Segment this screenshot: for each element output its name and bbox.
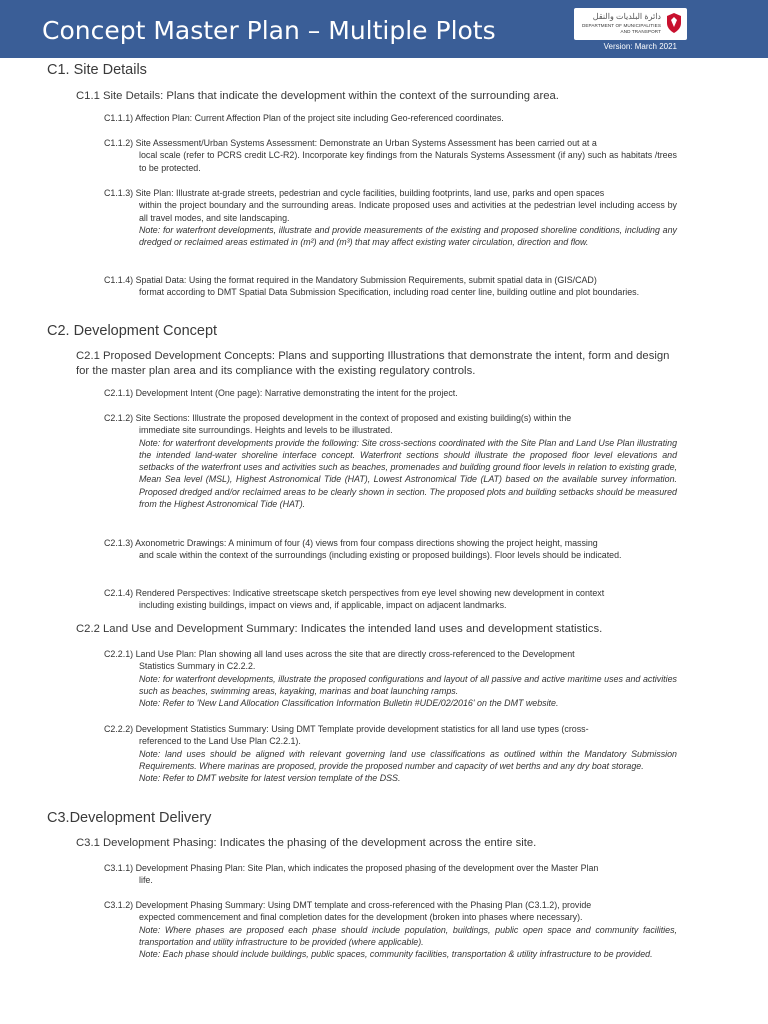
subsection-c1-1: C1.1 Site Details: Plans that indicate the development within the context of the surrounding area. bbox=[76, 90, 559, 102]
item-text-cont: expected commencement and final completion dates for the development (broken into phases where necessary). bbox=[139, 912, 583, 923]
item-c2-2-2 bbox=[104, 723, 677, 784]
header-bar bbox=[0, 0, 768, 58]
item-c1-1-4 bbox=[104, 274, 677, 299]
item-c1-1-2 bbox=[104, 137, 677, 174]
item-note-2: Note: Each phase should include buildings, public spaces, community facilities, transportation & utility infrastructure to be provided. bbox=[139, 949, 653, 960]
item-note: Note: for waterfront developments provide the following: Site cross-sections coordinated with the Site Plan and Land Use Plan illustrating the intended land-water shoreline interface concept. Waterfront sections should illustrate the proposed floor level elevations and setbacks of the waterfront uses and activities such as beaches, promenades and building ground floor levels in relation to existing grade, Mean Sea level (MSL), Highest Astronomical Tide (HAT), Lowest Astronomical Tide (LAT) based on the available survey information. Proposed dredged and/or reclaimed areas to be clearly shown in section. The proposed plots and building setbacks should be measured from the Highest Astronomical Tide (HAT). bbox=[139, 437, 677, 510]
subsection-c3-1: C3.1 Development Phasing: Indicates the phasing of the development across the entire site. bbox=[76, 837, 537, 849]
item-c2-2-1 bbox=[104, 648, 677, 709]
item-c1-1-1 bbox=[104, 112, 677, 124]
item-c2-1-4 bbox=[104, 587, 677, 612]
item-text-cont: immediate site surroundings. Heights and levels to be illustrated. bbox=[139, 425, 393, 436]
item-note-2: Note: Refer to 'New Land Allocation Classification Information Bulletin #UDE/02/2016' on the DMT website. bbox=[139, 698, 559, 709]
item-text: C2.1.1) Development Intent (One page): Narrative demonstrating the intent for the project. bbox=[104, 388, 458, 398]
item-text: C2.2.2) Development Statistics Summary: Using DMT Template provide development statistics for all land use types (cross- bbox=[104, 724, 589, 734]
item-text-cont: referenced to the Land Use Plan C2.2.1). bbox=[139, 736, 301, 747]
item-note-2: Note: Refer to DMT website for latest version template of the DSS. bbox=[139, 773, 401, 784]
item-text-cont: format according to DMT Spatial Data Submission Specification, including road center line, building outline and plot boundaries. bbox=[139, 287, 640, 298]
section-title-c1: C1. Site Details bbox=[47, 62, 147, 78]
item-text: C1.1.3) Site Plan: Illustrate at-grade streets, pedestrian and cycle facilities, building footprints, land use, parks and open spaces bbox=[104, 188, 605, 198]
item-c1-1-3 bbox=[104, 187, 677, 248]
item-text: C3.1.1) Development Phasing Plan: Site Plan, which indicates the proposed phasing of the development over the Master Plan bbox=[104, 863, 599, 873]
subsection-c2-2: C2.2 Land Use and Development Summary: Indicates the intended land uses and development statistics. bbox=[76, 623, 603, 635]
item-c3-1-1 bbox=[104, 862, 677, 887]
item-text-cont: and scale within the context of the surroundings (including existing or proposed buildings). Floor levels should be indicated. bbox=[139, 550, 622, 561]
subsection-c2-1: C2.1 Proposed Development Concepts: Plans and supporting Illustrations that demonstrate the intent, form and design for the master plan area and its compliance with the existing regulatory controls. bbox=[76, 350, 670, 377]
item-text: C3.1.2) Development Phasing Summary: Using DMT template and cross-referenced with the Phasing Plan (C3.1.2), provide bbox=[104, 900, 592, 910]
item-text: C2.2.1) Land Use Plan: Plan showing all land uses across the site that are directly cross-referenced to the Development bbox=[104, 649, 575, 659]
item-text-cont: within the project boundary and the surrounding areas. Indicate proposed uses and activities at the pedestrian level including access by all travel modes, and site landscaping. bbox=[139, 200, 677, 223]
item-text-cont: including existing buildings, impact on views and, if applicable, impact on adjacent landmarks. bbox=[139, 600, 507, 611]
item-c3-1-2 bbox=[104, 899, 677, 960]
item-note: Note: Where phases are proposed each phase should include population, buildings, public open space and community facilities, transportation and utility infrastructure to be provided (where applicable). bbox=[139, 924, 677, 947]
item-c2-1-2 bbox=[104, 412, 677, 510]
section-title-c2: C2. Development Concept bbox=[47, 323, 218, 339]
logo-text-line2: AND TRANSPORT bbox=[620, 29, 661, 34]
item-note: Note: for waterfront developments, illustrate the proposed configurations and layout of all passive and active maritime uses and activities such as beaches, swimming areas, kayaking, marinas and boat launching ramps. bbox=[139, 673, 677, 696]
item-text: C1.1.4) Spatial Data: Using the format required in the Mandatory Submission Requirements, submit spatial data in (GIS/CAD) bbox=[104, 275, 597, 285]
item-text-cont: Statistics Summary in C2.2.2. bbox=[139, 661, 256, 672]
dmt-logo bbox=[574, 8, 687, 40]
item-text: C2.1.4) Rendered Perspectives: Indicative streetscape sketch perspectives from eye level showing new development in context bbox=[104, 588, 605, 598]
item-text: C2.1.3) Axonometric Drawings: A minimum of four (4) views from four compass directions showing the project height, massing bbox=[104, 538, 598, 548]
item-text: C2.1.2) Site Sections: Illustrate the proposed development in the context of proposed and existing building(s) within the bbox=[104, 413, 572, 423]
item-text-cont: life. bbox=[139, 875, 153, 886]
logo-arabic-text: دائرة البلديات والنقل bbox=[592, 12, 661, 21]
item-text-cont: local scale (refer to PCRS credit LC-R2). Incorporate key findings from the Naturals Systems Assessment (if any) such as habitats /trees to be protected. bbox=[139, 150, 677, 173]
item-c2-1-1 bbox=[104, 387, 677, 399]
abu-dhabi-emblem-icon bbox=[665, 12, 683, 34]
page-title: Concept Master Plan – Multiple Plots bbox=[42, 16, 496, 45]
item-text: C1.1.1) Affection Plan: Current Affection Plan of the project site including Geo-referenced coordinates. bbox=[104, 113, 504, 123]
item-note: Note: land uses should be aligned with relevant governing land use classifications as outlined within the Mandatory Submission Requirements. Where marinas are proposed, provide the proposed number and capacity of wet berths and any dry boat storage. bbox=[139, 748, 677, 771]
section-title-c3: C3.Development Delivery bbox=[47, 810, 212, 826]
version-label: Version: March 2021 bbox=[603, 42, 677, 51]
logo-text-line1: DEPARTMENT OF MUNICIPALITIES bbox=[581, 23, 661, 28]
item-text: C1.1.2) Site Assessment/Urban Systems Assessment: Demonstrate an Urban Systems Assessment has been carried out at a bbox=[104, 138, 597, 148]
item-note: Note: for waterfront developments, illustrate and provide measurements of the existing and proposed shoreline conditions, including any dredged or reclaimed areas estimated in (m²) and (m³) that may affect existing water circulation, direction and flow. bbox=[139, 224, 677, 248]
item-c2-1-3 bbox=[104, 537, 677, 562]
